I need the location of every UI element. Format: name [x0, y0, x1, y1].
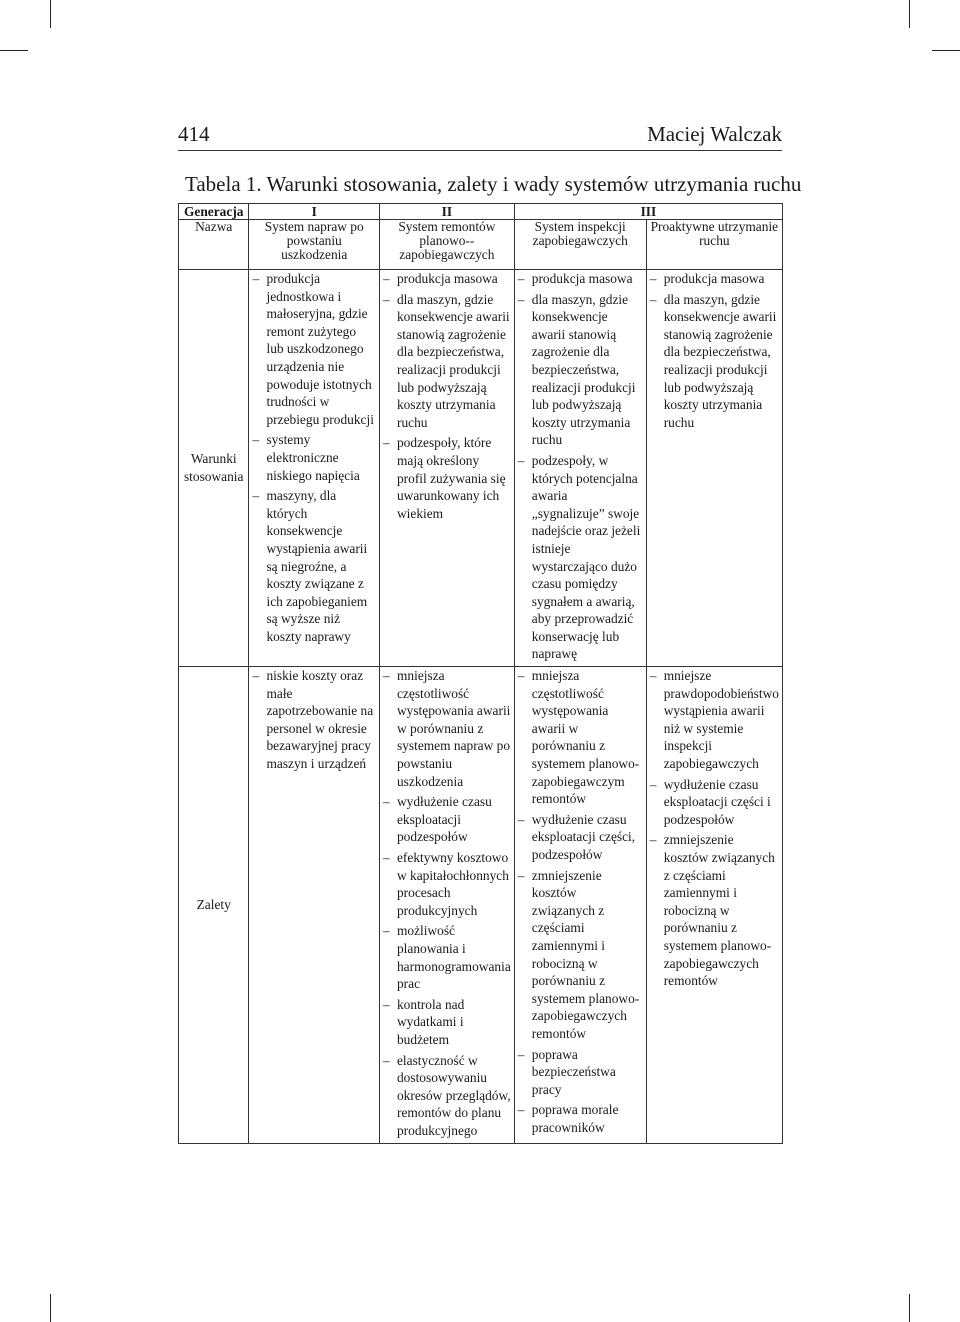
- crop-mark: [932, 50, 960, 51]
- generation-label: Generacja: [179, 204, 249, 220]
- list-item: – możliwość planowania i harmonogramowania prac: [383, 922, 511, 992]
- conditions-col-4: [646, 270, 782, 667]
- advantages-col-2: [379, 667, 514, 1143]
- list-item: – mniejsza częstotliwość występowania awarii w porównaniu z systemem napraw po powstaniu uszkodzenia: [383, 667, 511, 790]
- system-name: System remontów planowo--zapobiegawczych: [379, 220, 514, 270]
- name-row: [179, 220, 783, 270]
- system-name: Proaktywne utrzymanie ruchu: [646, 220, 782, 270]
- list-item: – systemy elektroniczne niskiego napięcia: [252, 431, 376, 484]
- list-item: – mniejsza częstotliwość występowania awarii w porównaniu z systemem planowo-zapobiegawczym remontów: [518, 667, 643, 808]
- list-item: – zmniejszenie kosztów związanych z częściami zamiennymi i robocizną w porównaniu z systemem planowo-zapobiegawczych remontów: [518, 867, 643, 1043]
- crop-mark: [50, 1294, 51, 1322]
- crop-mark: [909, 0, 910, 28]
- advantages-col-4: [646, 667, 782, 1143]
- name-label: Nazwa: [179, 220, 249, 270]
- list-item: – niskie koszty oraz małe zapotrzebowanie na personel w okresie bezawaryjnej pracy maszyn i urządzeń: [252, 667, 376, 773]
- list-item: – zmniejszenie kosztów związanych z częściami zamiennymi i robocizną w porównaniu z systemem planowo-zapobiegawczych remontów: [650, 831, 779, 989]
- list-item: – wydłużenie czasu eksploatacji części i podzespołów: [650, 776, 779, 829]
- page-number: 414: [178, 122, 210, 146]
- system-name: System napraw po powstaniu uszkodzenia: [249, 220, 380, 270]
- list-item: – wydłużenie czasu eksploatacji części, podzespołów: [518, 811, 643, 864]
- list-item: – podzespoły, które mają określony profil zużywania się uwarunkowany ich wiekiem: [383, 434, 511, 522]
- generation-3: III: [514, 204, 782, 220]
- list-item: – dla maszyn, gdzie konsekwencje awarii stanowią zagrożenie dla bezpieczeństwa, realizacji produkcji lub podwyższają koszty utrzymania ruchu: [650, 291, 779, 432]
- list-item: – produkcja masowa: [383, 270, 511, 288]
- list-item: – dla maszyn, gdzie konsekwencje awarii stanowią zagrożenie dla bezpieczeństwa, realizacji produkcji lub podwyższają koszty utrzymania ruchu: [383, 291, 511, 432]
- conditions-row: [179, 270, 783, 667]
- list-item: – maszyny, dla których konsekwencje wystąpienia awarii są niegroźne, a koszty związane z ich zapobieganiem są wyższe niż koszty naprawy: [252, 487, 376, 645]
- generation-row: [179, 204, 783, 220]
- crop-mark: [0, 50, 28, 51]
- crop-mark: [50, 0, 51, 28]
- conditions-col-2: [379, 270, 514, 667]
- list-item: – kontrola nad wydatkami i budżetem: [383, 996, 511, 1049]
- conditions-label: Warunki stosowania: [179, 270, 249, 667]
- table-caption: Tabela 1. Warunki stosowania, zalety i wady systemów utrzymania ruchu: [185, 172, 802, 196]
- list-item: – produkcja masowa: [518, 270, 643, 288]
- conditions-col-1: [249, 270, 380, 667]
- advantages-label: Zalety: [179, 667, 249, 1143]
- advantages-row: [179, 667, 783, 1143]
- author-name: Maciej Walczak: [647, 122, 782, 146]
- system-name: System inspekcji zapobiegawczych: [514, 220, 646, 270]
- running-head: [178, 122, 782, 151]
- systems-table: [178, 203, 783, 1144]
- list-item: – poprawa bezpieczeństwa pracy: [518, 1046, 643, 1099]
- list-item: – wydłużenie czasu eksploatacji podzespołów: [383, 793, 511, 846]
- advantages-col-3: [514, 667, 646, 1143]
- list-item: – dla maszyn, gdzie konsekwencje awarii stanowią zagrożenie dla bezpieczeństwa, realizacji produkcji lub podwyższają koszty utrzymania ruchu: [518, 291, 643, 449]
- list-item: – mniejsze prawdopodobieństwo wystąpienia awarii niż w systemie inspekcji zapobiegawczych: [650, 667, 779, 773]
- list-item: – elastyczność w dostosowywaniu okresów przeglądów, remontów do planu produkcyjnego: [383, 1052, 511, 1140]
- generation-2: II: [379, 204, 514, 220]
- advantages-col-1: [249, 667, 380, 1143]
- list-item: – produkcja jednostkowa i małoseryjna, gdzie remont zużytego lub uszkodzonego urządzenia nie powoduje istotnych trudności w przebiegu produkcji: [252, 270, 376, 428]
- crop-mark: [909, 1294, 910, 1322]
- list-item: – produkcja masowa: [650, 270, 779, 288]
- list-item: – poprawa morale pracowników: [518, 1101, 643, 1136]
- list-item: – podzespoły, w których potencjalna awaria „sygnalizuje” swoje nadejście oraz jeżeli istnieje wystarczająco dużo czasu pomiędzy sygnałem a awarią, aby przeprowadzić konserwację lub naprawę: [518, 452, 643, 663]
- generation-1: I: [249, 204, 380, 220]
- list-item: – efektywny kosztowo w kapitałochłonnych procesach produkcyjnych: [383, 849, 511, 919]
- conditions-col-3: [514, 270, 646, 667]
